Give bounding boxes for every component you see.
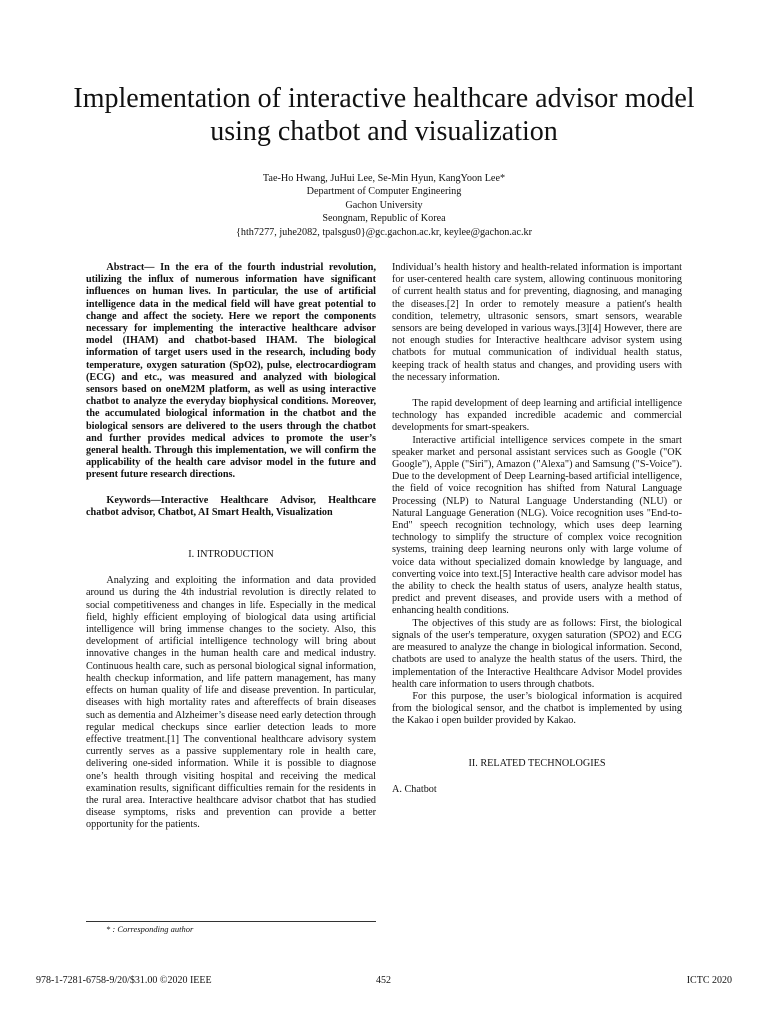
abstract-label: Abstract— xyxy=(106,262,155,273)
author-location: Seongnam, Republic of Korea xyxy=(322,213,446,225)
intro-paragraph-5: The objectives of this study are as follows: First, the biological signals of the user's temperature, oxygen saturation (SPO2) and ECG are measured to analyze the change in biological information. Second, chatbots are used to analyze the health status of the users. Third, the implementation of the Interactive Healthcare Advisor Model provides health care information to users through chatbots. xyxy=(392,617,682,690)
author-names: Tae-Ho Hwang, JuHui Lee, Se-Min Hyun, KangYoon Lee* xyxy=(262,173,506,184)
left-column xyxy=(86,262,376,832)
footer-copyright: 978-1-7281-6758-9/20/$31.00 ©2020 IEEE xyxy=(36,975,212,986)
footnote: * : Corresponding author xyxy=(106,924,194,934)
keywords xyxy=(86,495,376,519)
intro-paragraph-2: Individual’s health history and health-related information is important for user-centered health care system, allowing continuous monitoring of current health status and for preventing, diagnosing, and managing the diseases.[2] In order to remotely measure a patient's health condition, telemetry, ultrasonic sensors, smart sensors, wearable sensors are being developed in various ways.[3][4] However, there are not enough studies for Interactive healthcare advisor system using chatbots for mutual communication of individual health status, keeping track of health status and changes, and providing users with the necessary information. xyxy=(392,262,682,383)
section-heading-related: II. RELATED TECHNOLOGIES xyxy=(468,757,606,769)
section-heading-introduction: I. INTRODUCTION xyxy=(188,549,274,561)
footer-conference: ICTC 2020 xyxy=(686,975,732,986)
footer-page-number: 452 xyxy=(376,975,391,986)
footnote-divider xyxy=(86,921,376,922)
keywords-text: Interactive Healthcare Advisor, Healthcare chatbot advisor, Chatbot, AI Smart Health, Visualization xyxy=(86,494,376,518)
intro-paragraph-1: Analyzing and exploiting the information and data provided around us during the 4th industrial revolution is directly related to social competitiveness and changes in life. Especially in the medical field, highly efficient employing of biological data using artificial intelligence will bring immense changes to the society. Also, this development of artificial intelligence technology will bring about innovative changes in the human health care and medical industry. Continuous health care, such as personal biological signal information, health checkup information, and life pattern management, has many effects on human quality of life and disease prevention. In particular, diseases with high mortality rates and aftereffects of brain diseases such as dementia and Alzheimer’s disease need early detection through regular medical checkups since earlier detection leads to more effective treatment.[1] The conventional healthcare advisory system currently serves as a passive supplementary role in health care, delivering one-sided information. While it is possible to diagnose one’s health through visiting hospital and receiving the medical examination results, significant difficulties remain for the residents in the rural area. Interactive healthcare advisor chatbot that has studied disease symptoms, risks and prevention can provide a better opportunity for the patients. xyxy=(86,575,376,831)
intro-paragraph-4: Interactive artificial intelligence services compete in the smart speaker market and personal assistant services such as Google ("OK Google"), Apple ("Siri"), Amazon ("Alexa") and Samsung ("S-Voice"). Due to the development of Deep Learning-based artificial intelligence, the field of voice recognition has shifted from Natural Language Processing (NLP) to Natural Language Understanding (NLU) or Natural Language Generation (NLG). Voice recognition uses "End-to-End" speech recognition technology, which uses deep learning technology to simplify the structure of complex voice recognition systems, training deep learning neurons only with large volume of voice data without specialized domain knowledge by language, and converting voice into text.[5] Interactive health care advisor model has the ability to check the health status of users, analyze health status, predict and prevent diseases, and provide users with a method of enhancing health conditions. xyxy=(392,434,682,617)
abstract-text: In the era of the fourth industrial revolution, utilizing the influx of numerous information have significant influences on human lives. In particular, the use of artificial intelligence data in the medical field will have great potential to change and affect the society. Here we report the components necessary for implementing the interactive healthcare advisor model (IHAM) and chatbot-based IHAM. The biological information of target users used in the research, including body temperature, oxygen saturation (SpO2), pulse, electrocardiogram (ECG) and etc., was measured and analyzed with biological sensors based on oneM2M platform, as well as using interactive chatbot to analyze the everyday biophysical conditions. Moreover, the accumulated biological information in the chatbot and the biological sensors are delivered to the users through the chatbot and further provides medical advices to promote the user’s general health. Through this implementation, we will confirm the applicability of the health care advisor model in the future and present future research directions. xyxy=(86,262,376,481)
author-emails: {hth7277, juhe2082, tpalsgus0}@gc.gachon.ac.kr, keylee@gachon.ac.kr xyxy=(235,226,533,238)
intro-paragraph-3: The rapid development of deep learning and artificial intelligence technology has expanded incredible academic and commercial developments for smart-speakers. xyxy=(392,398,682,434)
paper-title: Implementation of interactive healthcare advisor model using chatbot and visualization xyxy=(73,83,695,147)
author-university: Gachon University xyxy=(345,199,423,211)
author-block xyxy=(100,172,668,239)
subsection-chatbot: A. Chatbot xyxy=(392,783,437,795)
right-column xyxy=(392,262,682,796)
intro-paragraph-6: For this purpose, the user’s biological information is acquired from the biological sensor, and the chatbot is implemented by using the Kakao i open builder provided by Kakao. xyxy=(392,690,682,727)
author-department: Department of Computer Engineering xyxy=(306,186,462,198)
keywords-label: Keywords— xyxy=(106,494,161,506)
abstract xyxy=(86,262,376,482)
